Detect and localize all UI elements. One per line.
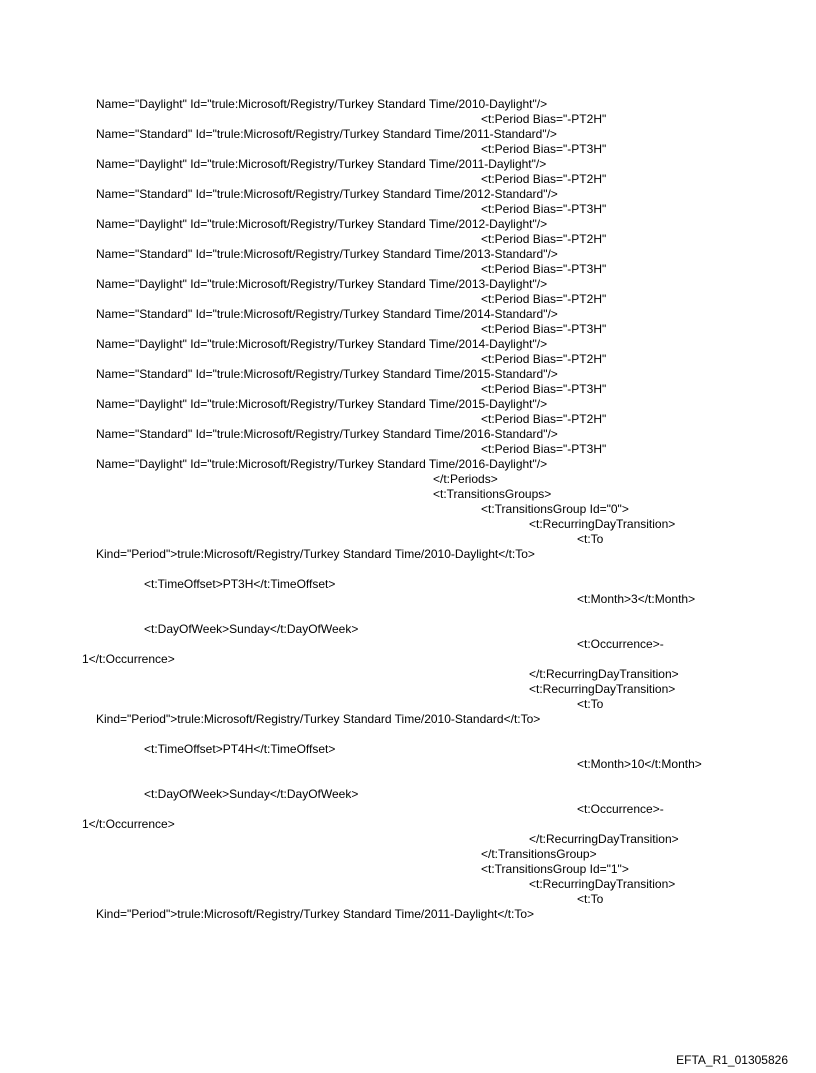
text-line: Name="Daylight" Id="trule:Microsoft/Registry/Turkey Standard Time/2012-Daylight"/> xyxy=(96,217,548,231)
text-line: Name="Standard" Id="trule:Microsoft/Registry/Turkey Standard Time/2014-Standard"/> xyxy=(96,307,558,321)
text-line: <t:TimeOffset>PT3H</t:TimeOffset> xyxy=(144,577,336,591)
text-line: </t:RecurringDayTransition> xyxy=(529,832,679,846)
text-line: <t:RecurringDayTransition> xyxy=(529,877,676,891)
text-line: Name="Daylight" Id="trule:Microsoft/Registry/Turkey Standard Time/2015-Daylight"/> xyxy=(96,397,548,411)
text-line: Name="Daylight" Id="trule:Microsoft/Registry/Turkey Standard Time/2014-Daylight"/> xyxy=(96,337,548,351)
text-line: Name="Standard" Id="trule:Microsoft/Registry/Turkey Standard Time/2012-Standard"/> xyxy=(96,187,558,201)
text-line: <t:DayOfWeek>Sunday</t:DayOfWeek> xyxy=(144,622,359,636)
text-line: </t:RecurringDayTransition> xyxy=(529,667,679,681)
text-line: <t:To xyxy=(577,892,604,906)
text-line: </t:TransitionsGroup> xyxy=(481,847,597,861)
text-line: <t:Month>10</t:Month> xyxy=(577,757,702,771)
text-line: <t:To xyxy=(577,532,604,546)
text-line: <t:Period Bias="-PT3H" xyxy=(481,142,607,156)
text-line: <t:Month>3</t:Month> xyxy=(577,592,696,606)
text-line: <t:Period Bias="-PT3H" xyxy=(481,322,607,336)
text-line: <t:TransitionsGroup Id="1"> xyxy=(481,862,629,876)
text-line: <t:RecurringDayTransition> xyxy=(529,682,676,696)
text-line: <t:Period Bias="-PT2H" xyxy=(481,292,607,306)
text-line: Name="Standard" Id="trule:Microsoft/Registry/Turkey Standard Time/2013-Standard"/> xyxy=(96,247,558,261)
text-line: <t:To xyxy=(577,697,604,711)
text-line: <t:TimeOffset>PT4H</t:TimeOffset> xyxy=(144,742,336,756)
document-id-footer: EFTA_R1_01305826 xyxy=(676,1053,788,1067)
text-line: Name="Standard" Id="trule:Microsoft/Registry/Turkey Standard Time/2015-Standard"/> xyxy=(96,367,558,381)
text-line: Name="Daylight" Id="trule:Microsoft/Registry/Turkey Standard Time/2013-Daylight"/> xyxy=(96,277,548,291)
text-line: <t:DayOfWeek>Sunday</t:DayOfWeek> xyxy=(144,787,359,801)
text-line: <t:Period Bias="-PT2H" xyxy=(481,412,607,426)
text-line: Kind="Period">trule:Microsoft/Registry/Turkey Standard Time/2010-Daylight</t:To> xyxy=(96,547,535,561)
text-line: <t:Period Bias="-PT2H" xyxy=(481,112,607,126)
text-line: <t:Period Bias="-PT3H" xyxy=(481,262,607,276)
text-line: <t:Period Bias="-PT2H" xyxy=(481,352,607,366)
text-line: <t:Period Bias="-PT3H" xyxy=(481,382,607,396)
text-line: <t:TransitionsGroup Id="0"> xyxy=(481,502,629,516)
text-line: Kind="Period">trule:Microsoft/Registry/Turkey Standard Time/2010-Standard</t:To> xyxy=(96,712,541,726)
text-line: Name="Standard" Id="trule:Microsoft/Registry/Turkey Standard Time/2011-Standard"/> xyxy=(96,127,557,141)
text-line: <t:RecurringDayTransition> xyxy=(529,517,676,531)
text-line: <t:Period Bias="-PT3H" xyxy=(481,442,607,456)
text-line: Name="Daylight" Id="trule:Microsoft/Registry/Turkey Standard Time/2011-Daylight"/> xyxy=(96,157,547,171)
text-line: Name="Standard" Id="trule:Microsoft/Registry/Turkey Standard Time/2016-Standard"/> xyxy=(96,427,558,441)
text-line: <t:TransitionsGroups> xyxy=(433,487,552,501)
text-line: <t:Occurrence>- xyxy=(577,802,664,816)
text-line: </t:Periods> xyxy=(433,472,498,486)
text-line: <t:Period Bias="-PT2H" xyxy=(481,232,607,246)
text-line: Name="Daylight" Id="trule:Microsoft/Registry/Turkey Standard Time/2016-Daylight"/> xyxy=(96,457,548,471)
text-line: Kind="Period">trule:Microsoft/Registry/Turkey Standard Time/2011-Daylight</t:To> xyxy=(96,907,535,921)
text-line: 1</t:Occurrence> xyxy=(82,652,175,666)
text-line: 1</t:Occurrence> xyxy=(82,817,175,831)
text-line: Name="Daylight" Id="trule:Microsoft/Registry/Turkey Standard Time/2010-Daylight"/> xyxy=(96,97,548,111)
text-line: <t:Period Bias="-PT3H" xyxy=(481,202,607,216)
text-line: <t:Period Bias="-PT2H" xyxy=(481,172,607,186)
text-line: <t:Occurrence>- xyxy=(577,637,664,651)
